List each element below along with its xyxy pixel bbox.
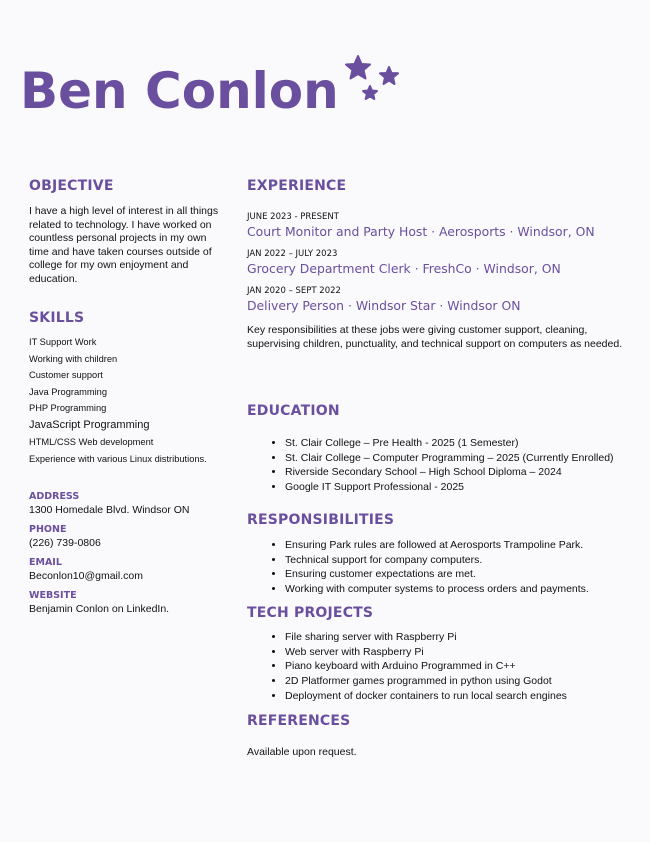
job-date: JAN 2022 – JULY 2023 <box>247 249 338 259</box>
address-value: 1300 Homedale Blvd. Windsor ON <box>29 504 190 516</box>
job-title: Delivery Person · Windsor Star · Windsor ON <box>247 298 521 313</box>
experience-section <box>247 177 637 351</box>
job-title: Grocery Department Clerk · FreshCo · Windsor, ON <box>247 261 561 276</box>
education-heading: EDUCATION <box>247 403 340 419</box>
skills-heading: SKILLS <box>29 310 85 326</box>
responsibility-item: • Ensuring customer expectations are met. <box>285 567 637 582</box>
skills-section <box>29 309 229 468</box>
responsibilities-heading: RESPONSIBILITIES <box>247 512 395 528</box>
skill-item: Experience with various Linux distributions. <box>29 454 207 465</box>
resume-name: Ben Conlon <box>20 62 339 120</box>
project-item: • File sharing server with Raspberry Pi <box>285 630 637 645</box>
project-item: • Piano keyboard with Arduino Programmed in C++ <box>285 659 637 674</box>
education-item: • Google IT Support Professional - 2025 <box>285 480 637 495</box>
project-item: • Deployment of docker containers to run local search engines <box>285 689 637 704</box>
education-item: • Riverside Secondary School – High School Diploma – 2024 <box>285 465 637 480</box>
education-item: • St. Clair College – Computer Programming – 2025 (Currently Enrolled) <box>285 451 637 466</box>
references-section <box>247 712 637 760</box>
experience-summary: Key responsibilities at these jobs were giving customer support, cleaning, supervising children, punctuality, and technical support on computers as needed. <box>247 324 623 350</box>
skill-item: Customer support <box>29 370 103 381</box>
stars-icon <box>340 54 404 104</box>
job-title: Court Monitor and Party Host · Aerosports · Windsor, ON <box>247 224 595 239</box>
website-link[interactable]: Benjamin Conlon on LinkedIn. <box>29 603 170 615</box>
skill-item: Working with children <box>29 353 118 364</box>
projects-section <box>247 604 637 704</box>
experience-heading: EXPERIENCE <box>247 178 347 194</box>
objective-section <box>29 177 224 287</box>
phone-value[interactable]: (226) 739-0806 <box>29 537 101 549</box>
project-item: • Web server with Raspberry Pi <box>285 645 637 660</box>
job-date: JUNE 2023 - PRESENT <box>247 212 339 222</box>
skill-item: PHP Programming <box>29 403 107 414</box>
project-item: • 2D Platformer games programmed in python using Godot <box>285 674 637 689</box>
website-label: WEBSITE <box>29 590 77 601</box>
references-heading: REFERENCES <box>247 713 351 729</box>
skill-item: Java Programming <box>29 386 108 397</box>
objective-text: I have a high level of interest in all things related to technology. I have worked on countless personal projects in my own time and have taken courses outside of college for my own enjoyment and education. <box>29 205 219 285</box>
email-label: EMAIL <box>29 557 62 568</box>
objective-heading: OBJECTIVE <box>29 178 114 194</box>
job-date: JAN 2020 – SEPT 2022 <box>247 286 341 296</box>
address-label: ADDRESS <box>29 491 80 502</box>
phone-label: PHONE <box>29 524 67 535</box>
skill-item: HTML/CSS Web development <box>29 437 154 448</box>
email-value[interactable]: Beconlon10@gmail.com <box>29 570 143 582</box>
responsibility-item: • Working with computer systems to process orders and payments. <box>285 582 637 597</box>
responsibility-item: • Ensuring Park rules are followed at Aerosports Trampoline Park. <box>285 538 637 553</box>
skill-item: JavaScript Programming <box>29 418 150 431</box>
responsibilities-section <box>247 511 637 597</box>
projects-heading: TECH PROJECTS <box>247 605 374 621</box>
education-section <box>247 402 637 495</box>
responsibility-item: • Technical support for company computers. <box>285 553 637 568</box>
references-text: Available upon request. <box>247 746 357 758</box>
education-item: • St. Clair College – Pre Health - 2025 (1 Semester) <box>285 436 637 451</box>
skill-item: IT Support Work <box>29 337 97 347</box>
contact-section <box>29 491 229 623</box>
